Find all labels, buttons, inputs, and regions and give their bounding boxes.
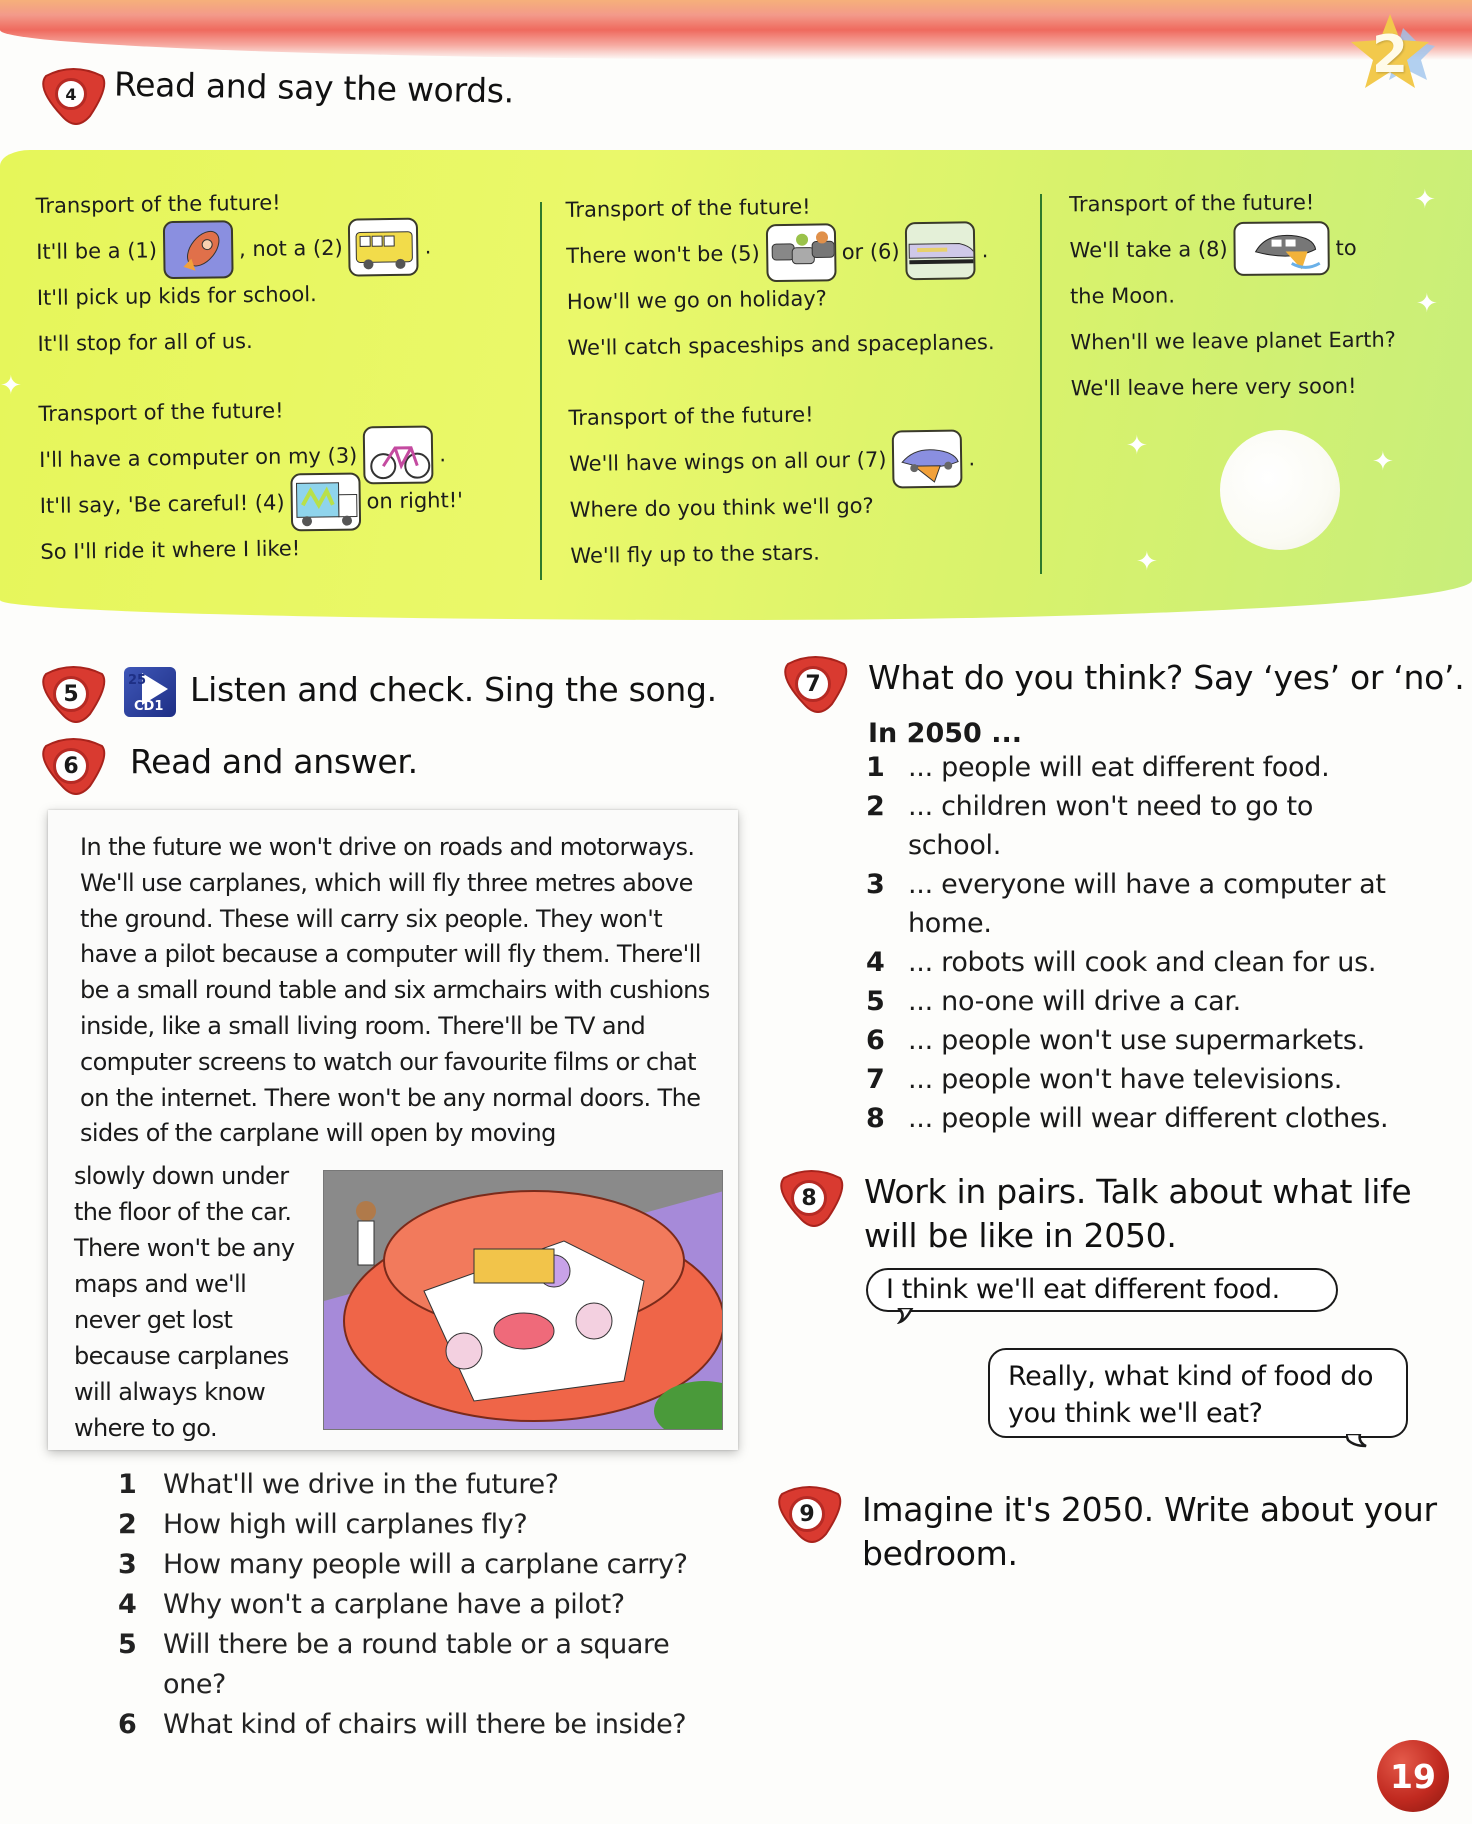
traffic-jam-icon bbox=[767, 225, 836, 282]
unit-number: 2 bbox=[1371, 25, 1409, 85]
song-line bbox=[569, 435, 997, 487]
star-icon: ✦ bbox=[1372, 446, 1394, 476]
exercise-number: 7 bbox=[795, 666, 831, 702]
item-text: ... everyone will have a computer at home. bbox=[908, 869, 1386, 939]
speech-bubble-1: I think we'll eat different food. bbox=[866, 1268, 1338, 1312]
bubble-tail-icon bbox=[1346, 1434, 1376, 1450]
song-line bbox=[566, 227, 994, 279]
item-number: 8 bbox=[866, 1103, 885, 1134]
exercise-6-badge bbox=[38, 736, 108, 798]
star-icon: ✦ bbox=[1416, 288, 1438, 318]
song-column-1 bbox=[35, 177, 464, 575]
item-text: ... children won't need to go to school. bbox=[908, 791, 1314, 861]
column-divider bbox=[540, 202, 542, 580]
question-number: 1 bbox=[118, 1469, 137, 1500]
carplane-icon bbox=[324, 1171, 723, 1430]
song-line: Transport of the future! bbox=[35, 190, 281, 218]
opinion-item bbox=[866, 787, 1426, 865]
reading-questions bbox=[118, 1465, 758, 1745]
song-line: Where do you think we'll go? bbox=[569, 493, 874, 522]
flying-taxi-icon bbox=[1235, 223, 1329, 276]
opinion-item bbox=[866, 865, 1426, 943]
cd-label: CD1 bbox=[134, 699, 164, 714]
line-text: It'll say, 'Be careful! (4) bbox=[39, 490, 285, 518]
exercise-4-badge bbox=[38, 66, 108, 128]
song-line bbox=[39, 431, 463, 483]
song-line: Transport of the future! bbox=[568, 402, 814, 430]
song-line bbox=[36, 223, 460, 275]
opinion-item bbox=[866, 1021, 1426, 1060]
train-icon bbox=[907, 223, 976, 280]
song-column-3 bbox=[1069, 179, 1396, 412]
question-number: 2 bbox=[118, 1509, 137, 1540]
line-text: , not a (2) bbox=[238, 235, 343, 262]
item-number: 4 bbox=[866, 947, 885, 978]
line-text: . bbox=[981, 238, 989, 263]
lorry-icon bbox=[292, 474, 361, 531]
item-text: ... no-one will drive a car. bbox=[908, 986, 1241, 1017]
line-text: I'll have a computer on my (3) bbox=[38, 443, 358, 472]
item-text: ... people will wear different clothes. bbox=[908, 1103, 1389, 1134]
track-number: 25 bbox=[128, 673, 147, 688]
exercise-9-badge bbox=[774, 1484, 844, 1546]
school-bus-picture bbox=[348, 218, 419, 277]
song-line bbox=[1069, 225, 1395, 274]
star-icon: ✦ bbox=[0, 370, 22, 400]
song-line: the Moon. bbox=[1069, 283, 1176, 309]
exercise-number: 5 bbox=[53, 676, 89, 712]
song-column-2 bbox=[565, 181, 997, 579]
line-text: It'll be a (1) bbox=[36, 238, 158, 264]
item-text: ... robots will cook and clean for us. bbox=[908, 947, 1377, 978]
question-item bbox=[118, 1625, 758, 1705]
line-text: . bbox=[424, 234, 432, 259]
bicycle-icon bbox=[365, 427, 434, 484]
item-text: ... people will eat different food. bbox=[908, 752, 1330, 783]
opinion-item bbox=[866, 748, 1426, 787]
exercise-number: 9 bbox=[789, 1496, 825, 1532]
flying-taxi-picture bbox=[1233, 221, 1329, 276]
song-line: We'll fly up to the stars. bbox=[570, 540, 820, 568]
question-text: How high will carplanes fly? bbox=[163, 1509, 528, 1540]
item-number: 2 bbox=[866, 791, 885, 822]
song-line: We'll catch spaceships and spaceplanes. bbox=[567, 330, 995, 360]
opinion-item bbox=[866, 1060, 1426, 1099]
rocket-picture bbox=[163, 220, 234, 279]
question-item bbox=[118, 1585, 758, 1625]
star-icon: ✦ bbox=[1136, 546, 1158, 576]
traffic-jam-picture bbox=[765, 223, 836, 282]
exercise-7-badge bbox=[780, 654, 850, 716]
opinion-list bbox=[866, 748, 1426, 1138]
song-line: How'll we go on holiday? bbox=[566, 286, 828, 314]
question-item bbox=[118, 1465, 758, 1505]
song-line: It'll stop for all of us. bbox=[37, 328, 253, 356]
exercise-5-badge bbox=[38, 664, 108, 726]
item-number: 3 bbox=[866, 869, 885, 900]
exercise-4-title: Read and say the words. bbox=[113, 64, 515, 111]
song-line: Transport of the future! bbox=[1069, 190, 1315, 217]
song-line: Transport of the future! bbox=[565, 194, 811, 222]
question-text: What kind of chairs will there be inside? bbox=[163, 1709, 687, 1740]
bicycle-picture bbox=[363, 425, 434, 484]
song-line: Transport of the future! bbox=[38, 398, 284, 426]
unit-star-badge bbox=[1345, 10, 1435, 100]
item-number: 1 bbox=[866, 752, 885, 783]
exercise-8-badge bbox=[776, 1168, 846, 1230]
line-text: or (6) bbox=[841, 239, 900, 265]
line-text: There won't be (5) bbox=[566, 241, 760, 268]
moon-illustration bbox=[1220, 430, 1340, 550]
question-number: 6 bbox=[118, 1709, 137, 1740]
song-line: So I'll ride it where I like! bbox=[40, 536, 301, 564]
line-text: on right!' bbox=[366, 488, 464, 514]
exercise-6-title: Read and answer. bbox=[130, 742, 418, 781]
bus-icon bbox=[350, 220, 419, 277]
flying-car-picture bbox=[892, 429, 963, 488]
question-item bbox=[118, 1705, 758, 1745]
item-number: 5 bbox=[866, 986, 885, 1017]
song-line bbox=[39, 477, 463, 529]
carplane-illustration bbox=[323, 1170, 723, 1430]
reading-text-box bbox=[48, 810, 738, 1450]
question-number: 5 bbox=[118, 1629, 137, 1660]
item-text: ... people won't have televisions. bbox=[908, 1064, 1343, 1095]
line-text: to bbox=[1335, 235, 1357, 261]
song-line: When'll we leave planet Earth? bbox=[1070, 327, 1396, 355]
item-number: 7 bbox=[866, 1064, 885, 1095]
exercise-number: 8 bbox=[791, 1180, 827, 1216]
line-text: . bbox=[968, 446, 976, 471]
question-text: Will there be a round table or a square one? bbox=[163, 1629, 670, 1700]
opinion-item bbox=[866, 943, 1426, 982]
question-number: 4 bbox=[118, 1589, 137, 1620]
line-text: We'll have wings on all our (7) bbox=[568, 447, 887, 476]
train-picture bbox=[905, 221, 976, 280]
song-line: We'll leave here very soon! bbox=[1070, 373, 1357, 401]
song-line: It'll pick up kids for school. bbox=[36, 282, 317, 310]
exercise-number: 6 bbox=[53, 748, 89, 784]
item-number: 6 bbox=[866, 1025, 885, 1056]
exercise-number: 4 bbox=[55, 78, 87, 110]
question-item bbox=[118, 1545, 758, 1585]
exercise-7-title: What do you think? Say ‘yes’ or ‘no’. bbox=[868, 658, 1465, 697]
audio-track-button[interactable] bbox=[124, 667, 176, 717]
bubble-tail-icon bbox=[896, 1308, 926, 1324]
star-icon: ✦ bbox=[1126, 430, 1148, 460]
line-text: We'll take a (8) bbox=[1069, 237, 1228, 263]
reading-paragraph-continued: slowly down under the floor of the car. There won't be any maps and we'll never get lost because carplanes will always know where to go. bbox=[74, 1162, 295, 1442]
flying-car-icon bbox=[894, 431, 963, 488]
rocket-icon bbox=[165, 222, 234, 279]
opinion-item bbox=[866, 1099, 1426, 1138]
exercise-7-intro: In 2050 ... bbox=[868, 718, 1022, 749]
question-text: What'll we drive in the future? bbox=[163, 1469, 559, 1500]
line-text: . bbox=[439, 442, 447, 467]
question-text: Why won't a carplane have a pilot? bbox=[163, 1589, 625, 1620]
top-rainbow-band bbox=[0, 0, 1472, 60]
opinion-item bbox=[866, 982, 1426, 1021]
speech-bubble-2: Really, what kind of food do you think we'll eat? bbox=[988, 1348, 1408, 1438]
star-icon: ✦ bbox=[1414, 184, 1436, 214]
exercise-8-title: Work in pairs. Talk about what life will be like in 2050. bbox=[864, 1172, 1412, 1255]
column-divider bbox=[1040, 194, 1042, 574]
exercise-9-title: Imagine it's 2050. Write about your bedroom. bbox=[862, 1490, 1437, 1573]
question-text: How many people will a carplane carry? bbox=[163, 1549, 688, 1580]
question-number: 3 bbox=[118, 1549, 137, 1580]
reading-paragraph: In the future we won't drive on roads and motorways. We'll use carplanes, which will fly three metres above the ground. These will carry six people. They won't have a pilot because a computer will fly them. There'll be a small round table and six armchairs with cushions inside, like a small living room. There'll be TV and computer screens to watch our favourite films or chat on the internet. There won't be any normal doors. The sides of the carplane will open by moving bbox=[80, 833, 710, 1148]
lorry-picture bbox=[290, 472, 361, 531]
question-item bbox=[118, 1505, 758, 1545]
item-text: ... people won't use supermarkets. bbox=[908, 1025, 1365, 1056]
page-number: 19 bbox=[1377, 1740, 1449, 1812]
exercise-5-title: Listen and check. Sing the song. bbox=[190, 670, 717, 709]
